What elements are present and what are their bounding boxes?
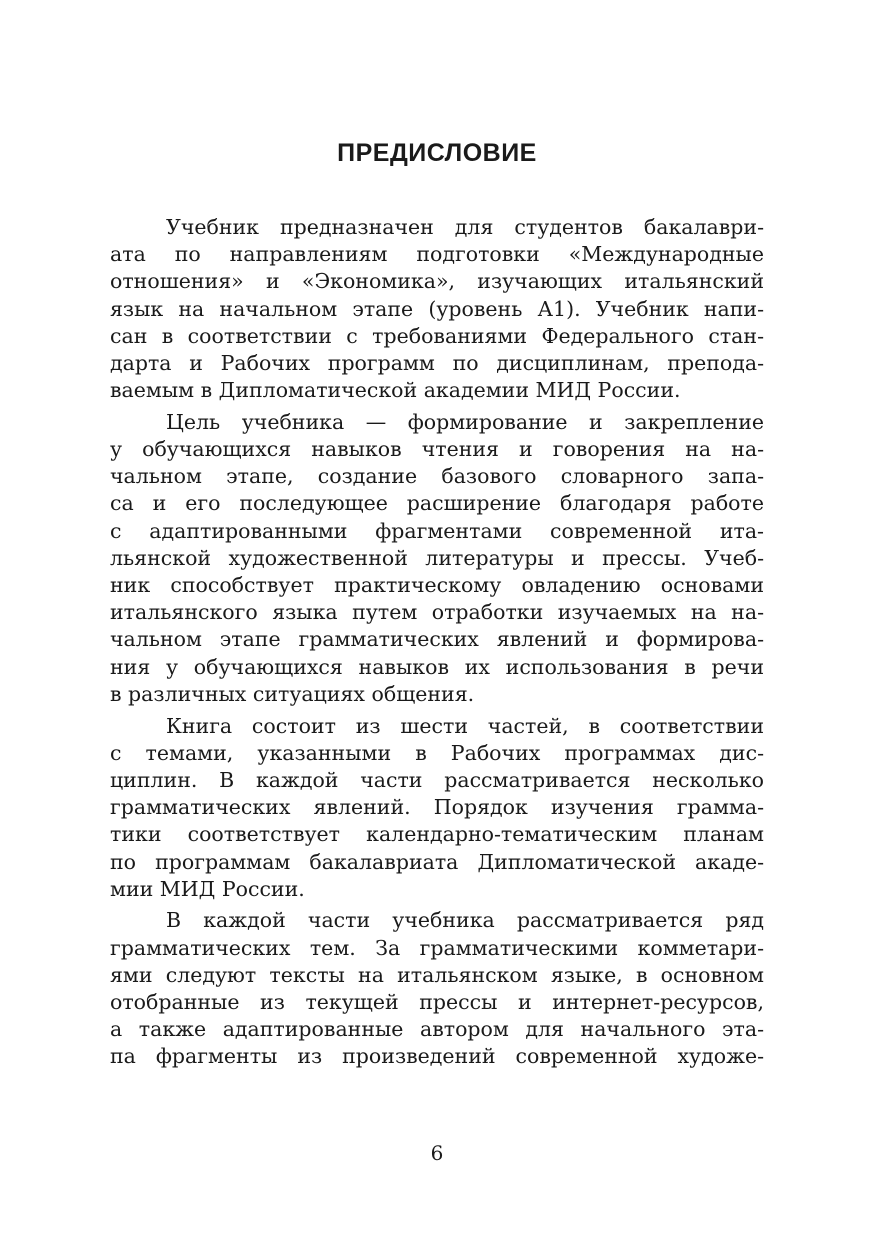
text-line: итальянского языка путем отработки изучаемых на на- <box>110 600 764 625</box>
text-line: ата по направлениям подготовки «Международные <box>110 242 764 267</box>
text-line: ями следуют тексты на итальянском языке, в основном <box>110 962 764 987</box>
text-line: чальном этапе, создание базового словарного запа- <box>110 464 764 489</box>
text-line: Книга состоит из шести частей, в соответствии <box>166 713 764 738</box>
text-line: ник способствует практическому овладению основами <box>110 573 764 598</box>
text-line: сан в соответствии с требованиями Федерального стан- <box>110 323 764 348</box>
text-line: В каждой части учебника рассматривается ряд <box>166 908 764 933</box>
text-line: у обучающихся навыков чтения и говорения на на- <box>110 437 764 462</box>
paragraph <box>110 409 764 708</box>
text-line: Учебник предназначен для студентов бакалаври- <box>166 215 764 239</box>
paragraph <box>110 214 764 404</box>
text-line: в различных ситуациях общения. <box>110 681 475 706</box>
text-line: циплин. В каждой части рассматривается несколько <box>110 767 764 792</box>
text-line: Цель учебника — формирование и закрепление <box>166 409 764 434</box>
text-line: дарта и Рабочих программ по дисциплинам, препода- <box>110 350 764 375</box>
text-line: отобранные из текущей прессы и интернет-ресурсов, <box>110 990 764 1015</box>
text-line: грамматических явлений. Порядок изучения грамма- <box>110 795 764 820</box>
text-line: язык на начальном этапе (уровень А1). Учебник напи- <box>110 296 764 321</box>
text-line: мии МИД России. <box>110 876 305 901</box>
text-line: по программам бакалавриата Дипломатической акаде- <box>110 849 764 874</box>
text-line: са и его последующее расширение благодаря работе <box>110 491 764 516</box>
text-line: ния у обучающихся навыков их использования в речи <box>110 654 764 679</box>
page-number: 6 <box>430 1141 444 1165</box>
text-line: с темами, указанными в Рабочих программах дис- <box>110 740 764 765</box>
text-line: отношения» и «Экономика», изучающих итальянский <box>110 269 764 294</box>
text-line: льянской художественной литературы и прессы. Учеб- <box>110 545 764 570</box>
text-line: грамматических тем. За грамматическими комметари- <box>110 935 764 960</box>
paragraph <box>110 907 764 1070</box>
text-line: тики соответствует календарно-тематическим планам <box>110 822 764 847</box>
text-line: с адаптированными фрагментами современной ита- <box>110 518 764 543</box>
text-line: а также адаптированные автором для начального эта- <box>110 1017 764 1042</box>
paragraph <box>110 713 764 903</box>
body-text <box>110 214 764 1075</box>
text-line: па фрагменты из произведений современной художе- <box>110 1044 764 1069</box>
text-line: чальном этапе грамматических явлений и формирова- <box>110 627 764 652</box>
page-title: ПРЕДИСЛОВИЕ <box>337 139 537 167</box>
text-line: ваемым в Дипломатической академии МИД России. <box>110 378 681 403</box>
